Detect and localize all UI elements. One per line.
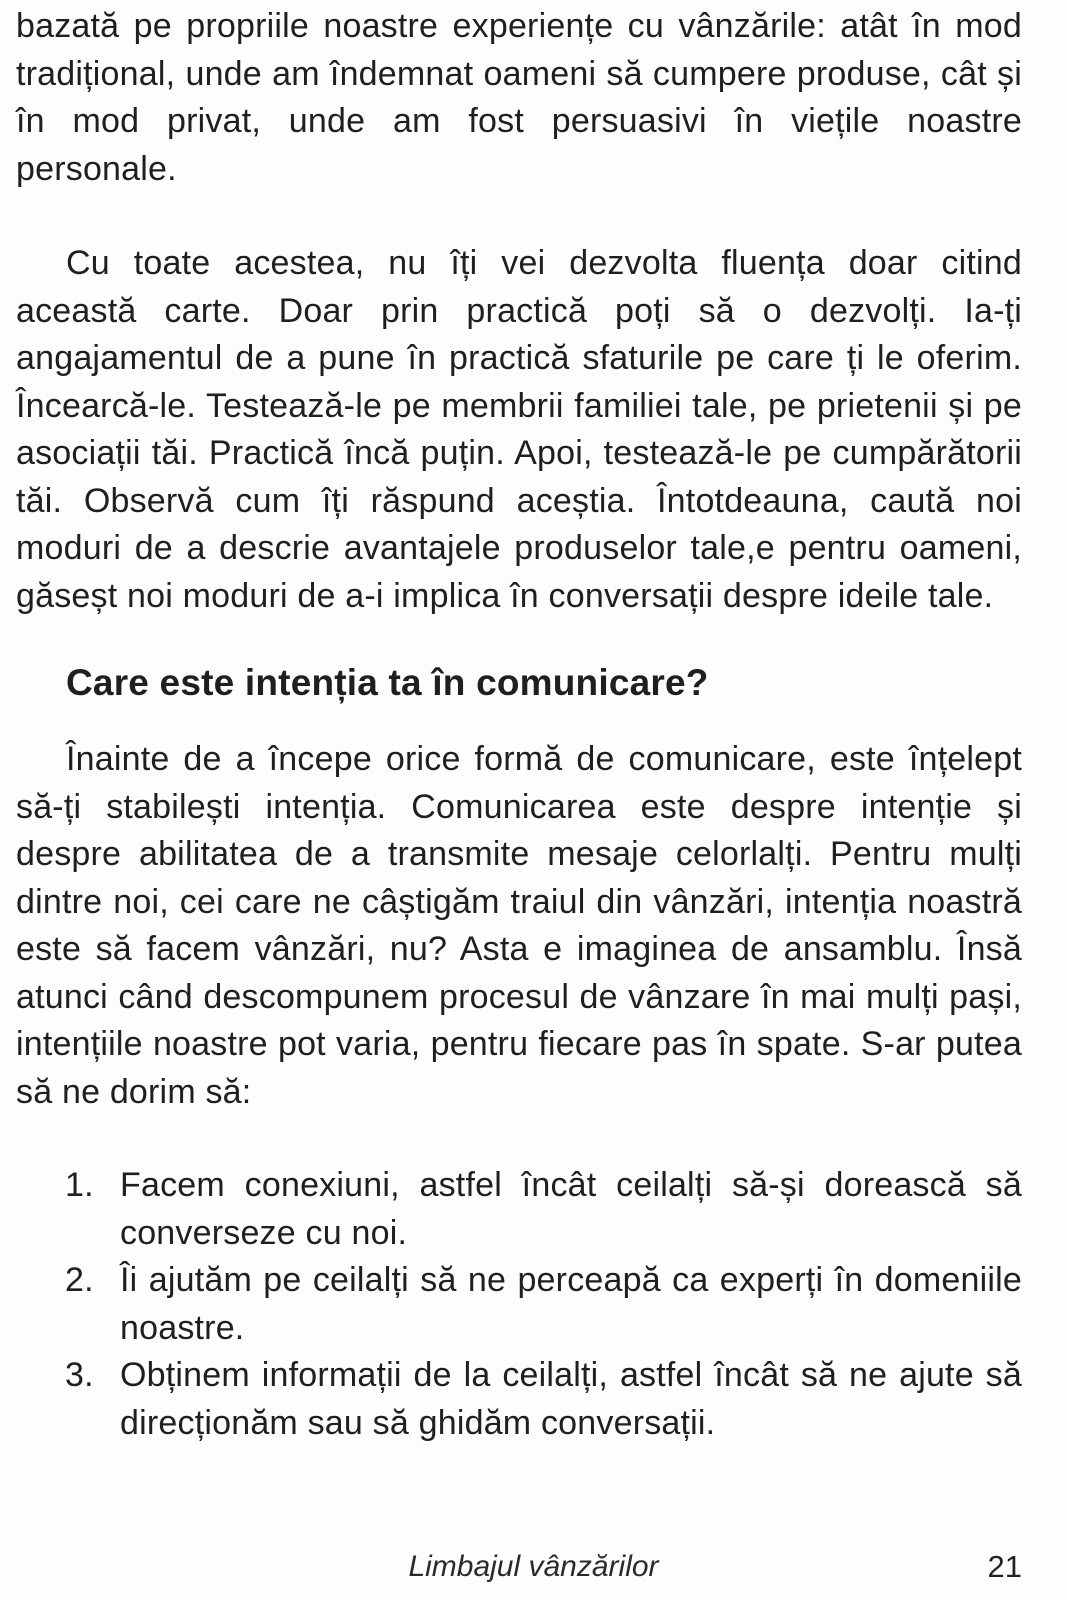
list-item-text: Îi ajutăm pe ceilalți să ne perceapă ca experți în domeniile noastre. — [120, 1261, 1022, 1347]
list-item-text: Obținem informații de la ceilalți, astfel încât să ne ajute să direcționăm sau să ghidăm conversații. — [120, 1356, 1022, 1442]
numbered-list — [16, 1162, 1022, 1447]
paragraph-practice: Cu toate acestea, nu îți vei dezvolta fluența doar citind această carte. Doar prin practică poți să o dezvolți. Ia-ți angajamentul de a pune în practică sfaturile pe care ți le oferim. Încearcă-le. Testează-le pe membrii familiei tale, pe prietenii și pe asociații tăi. Practică încă puțin. Apoi, testează-le pe cumpărătorii tăi. Observă cum îți răspund aceștia. Întotdeauna, caută noi moduri de a descrie avantajele produselor tale,e pentru oameni, găseșt noi moduri de a-i implica în conversații despre ideile tale. — [16, 244, 1022, 615]
page-number: 21 — [987, 1549, 1022, 1584]
list-item-text: Facem conexiuni, astfel încât ceilalți să-și dorească să converseze cu noi. — [120, 1166, 1022, 1252]
page-footer — [0, 1546, 1067, 1588]
list-item — [16, 1162, 1022, 1257]
list-item-number: 3. — [65, 1356, 94, 1394]
list-item — [16, 1257, 1022, 1352]
list-item-number: 2. — [65, 1261, 94, 1299]
list-item-number: 1. — [65, 1166, 94, 1204]
paragraph-intent: Înainte de a începe orice formă de comunicare, este înțelept să-ți stabilești intenția. Comunicarea este despre intenție și despre abilitatea de a transmite mesaje celorlalți. Pentru mulți dintre noi, cei care ne câștigăm traiul din vânzări, intenția noastră este să facem vânzări, nu? Asta e imaginea de ansamblu. Însă atunci când descompunem procesul de vânzare în mai mulți pași, intențiile noastre pot varia, pentru fiecare pas în spate. S-ar putea să ne dorim să: — [16, 740, 1022, 1111]
section-heading: Care este intenția ta în comunicare? — [66, 662, 709, 703]
running-title: Limbajul vânzărilor — [408, 1550, 659, 1583]
paragraph-continuation: bazată pe propriile noastre experiențe cu vânzările: atât în mod tradițional, unde am îndemnat oameni să cumpere produse, cât și în mod privat, unde am fost persuasivi în viețile noastre personale. — [16, 7, 1022, 188]
list-item — [16, 1352, 1022, 1447]
